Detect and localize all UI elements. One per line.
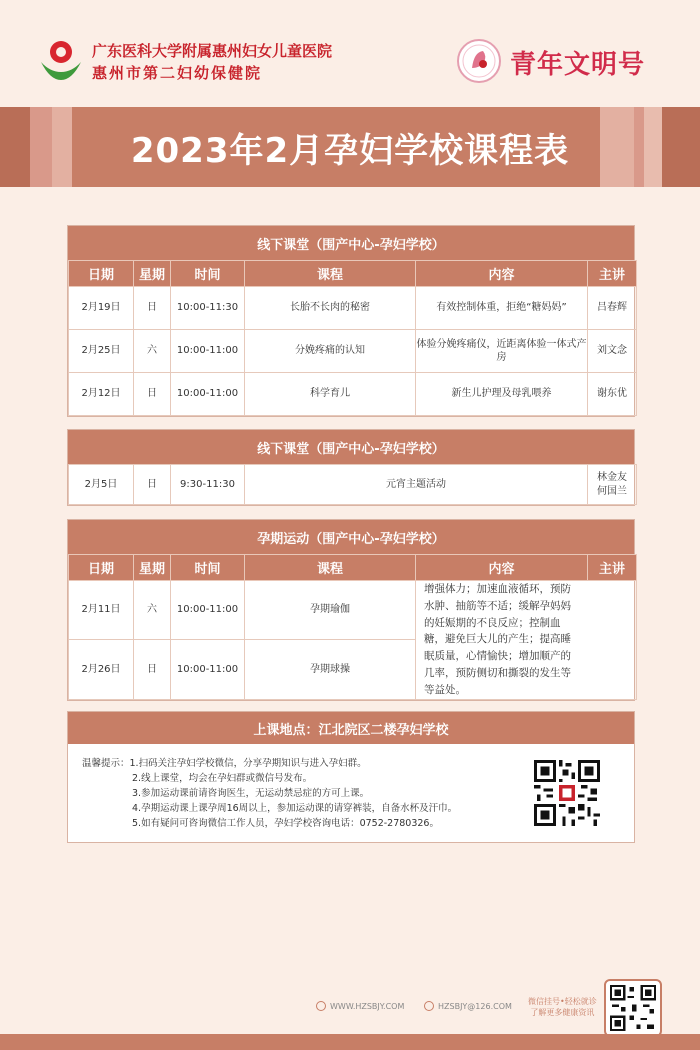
- schedule-table: [68, 260, 637, 416]
- note-item: 3.参加运动课前请咨询医生，无运动禁忌症的方可上课。: [132, 788, 370, 799]
- column-header: 时间: [171, 261, 245, 287]
- hospital-name: 广东医科大学附属惠州妇女儿童医院: [92, 42, 333, 60]
- column-header: 课程: [245, 555, 416, 581]
- cell-date: 2月26日: [69, 640, 134, 699]
- footer-qr-frame: [604, 979, 662, 1037]
- cell-course: 科学育儿: [245, 373, 416, 416]
- column-header: 内容: [416, 555, 588, 581]
- cell-date: 2月5日: [69, 465, 134, 505]
- hospital-logo-icon: [38, 38, 84, 82]
- column-header: 课程: [245, 261, 416, 287]
- cell-speaker: 谢东优: [588, 373, 637, 416]
- web-icon: [316, 1001, 326, 1011]
- cell-time: 9:30-11:30: [171, 465, 245, 505]
- column-header: 日期: [69, 555, 134, 581]
- schedule-card-event: [67, 429, 635, 506]
- cell-speaker: 刘文念: [588, 330, 637, 373]
- cell-weekday: 日: [134, 465, 171, 505]
- footer-email[interactable]: [424, 1001, 512, 1011]
- column-header: 内容: [416, 261, 588, 287]
- notes-list: [82, 756, 457, 831]
- cell-time: 10:00-11:00: [171, 640, 245, 699]
- youth-title: 青年文明号: [510, 50, 646, 80]
- table-header-row: [69, 555, 637, 581]
- location-card: [67, 711, 635, 843]
- table-header-row: [69, 261, 637, 287]
- speaker-name: 何国兰: [597, 485, 627, 497]
- cell-date: 2月12日: [69, 373, 134, 416]
- section-heading: 线下课堂（围产中心-孕妇学校）: [68, 226, 634, 260]
- note-item: 2.线上课堂，均会在孕妇群或微信号发布。: [132, 773, 313, 784]
- website-text: WWW.HZSBJY.COM: [330, 1001, 405, 1011]
- note-item: 温馨提示：1.扫码关注孕妇学校微信，分享孕期知识与进入孕妇群。: [82, 758, 367, 769]
- cell-course: 长胎不长肉的秘密: [245, 287, 416, 330]
- footer-website[interactable]: [316, 1001, 404, 1011]
- title-band: [0, 107, 700, 187]
- section-heading: 线下课堂（围产中心-孕妇学校）: [68, 430, 634, 464]
- footer-tagline: 微信挂号•轻松就诊 了解更多健康资讯: [528, 997, 597, 1017]
- youth-badge-icon: [456, 38, 502, 84]
- cell-speaker: [588, 465, 637, 505]
- page-header: [0, 0, 700, 105]
- column-header: 星期: [134, 555, 171, 581]
- table-row: [69, 287, 637, 330]
- cell-weekday: 日: [134, 373, 171, 416]
- cell-speaker: [588, 581, 637, 700]
- schedule-table: [68, 464, 637, 505]
- qr-code-icon[interactable]: [534, 760, 600, 826]
- cell-content: 增强体力；加速血液循环，预防水肿、抽筋等不适；缓解孕妈妈的妊娠期的不良反应；控制血糖，避免巨大儿的产生；提高睡眠质量，心情愉快；增加顺产的几率，预防侧切和撕裂的发生等等益处。: [416, 581, 588, 700]
- location-heading: 上课地点：江北院区二楼孕妇学校: [68, 712, 634, 744]
- schedule-card-exercise: [67, 519, 635, 701]
- column-header: 日期: [69, 261, 134, 287]
- cell-time: 10:00-11:00: [171, 330, 245, 373]
- column-header: 主讲: [588, 555, 637, 581]
- table-row: [69, 373, 637, 416]
- cell-weekday: 六: [134, 581, 171, 640]
- note-item: 5.如有疑问可咨询微信工作人员，孕妇学校咨询电话：0752-2780326。: [132, 818, 439, 829]
- page-title: 2023年2月孕妇学校课程表: [130, 130, 570, 171]
- table-row: [69, 581, 637, 640]
- cell-date: 2月19日: [69, 287, 134, 330]
- cell-course: 元宵主题活动: [245, 465, 588, 505]
- cell-weekday: 日: [134, 640, 171, 699]
- notes-label: 温馨提示：: [82, 758, 130, 769]
- cell-date: 2月25日: [69, 330, 134, 373]
- column-header: 主讲: [588, 261, 637, 287]
- hospital-subname: 惠州市第二妇幼保健院: [92, 64, 263, 82]
- section-heading: 孕期运动（围产中心-孕妇学校）: [68, 520, 634, 554]
- cell-time: 10:00-11:00: [171, 373, 245, 416]
- note-item: 4.孕期运动课上课孕周16周以上，参加运动课的请穿裤装，自备水杯及汗巾。: [132, 803, 458, 814]
- footer-bar: [0, 1034, 700, 1050]
- table-row: [69, 465, 637, 505]
- email-text: HZSBJY@126.COM: [438, 1001, 512, 1011]
- mail-icon: [424, 1001, 434, 1011]
- cell-course: 分娩疼痛的认知: [245, 330, 416, 373]
- cell-weekday: 六: [134, 330, 171, 373]
- cell-course: 孕期球操: [245, 640, 416, 699]
- schedule-card-offline: [67, 225, 635, 417]
- cell-time: 10:00-11:00: [171, 581, 245, 640]
- cell-weekday: 日: [134, 287, 171, 330]
- cell-time: 10:00-11:30: [171, 287, 245, 330]
- speaker-name: 林金友: [597, 472, 627, 483]
- cell-course: 孕期瑜伽: [245, 581, 416, 640]
- table-row: [69, 330, 637, 373]
- cell-speaker: 吕春辉: [588, 287, 637, 330]
- cell-content: 有效控制体重，拒绝“糖妈妈”: [416, 287, 588, 330]
- schedule-table: [68, 554, 637, 700]
- cell-content: 新生儿护理及母乳喂养: [416, 373, 588, 416]
- cell-date: 2月11日: [69, 581, 134, 640]
- column-header: 时间: [171, 555, 245, 581]
- column-header: 星期: [134, 261, 171, 287]
- cell-content: 体验分娩疼痛仪，近距离体验一体式产房: [416, 330, 588, 373]
- qr-code-icon[interactable]: [610, 985, 656, 1031]
